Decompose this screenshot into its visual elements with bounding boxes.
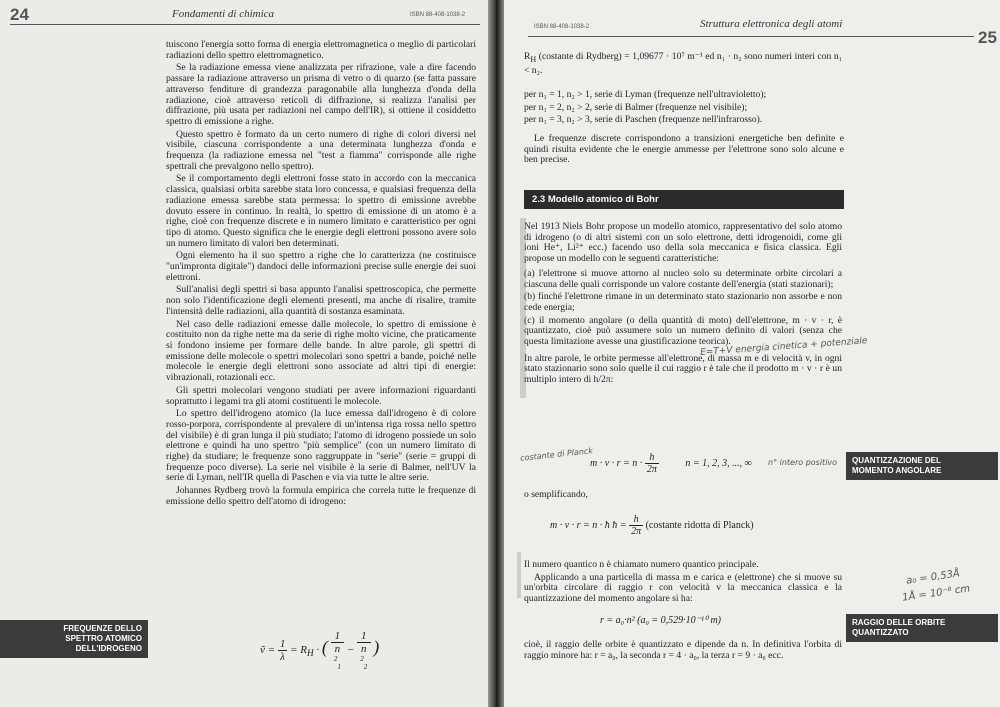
- margin-bracket: [517, 552, 521, 598]
- page-number-right: 25: [978, 28, 997, 47]
- header-rule-left: [10, 24, 480, 25]
- formula-mid: = R: [290, 643, 307, 656]
- frac-den: 2π: [631, 526, 642, 537]
- sidebar-line: QUANTIZZATO: [852, 628, 909, 637]
- paragraph: Johannes Rydberg trovò la formula empirica che correla tutte le frequenze di emissione dello spettro dell'atomo di idrogeno:: [166, 485, 476, 507]
- sidebar-line: RAGGIO DELLE ORBITE: [852, 618, 946, 627]
- paragraph: tuiscono l'energia sotto forma di energia elettromagnetica o meglio di particolari radiazioni dello spettro elettromagnetico.: [166, 39, 476, 61]
- formula-paren: ): [373, 636, 380, 657]
- series-list: [524, 90, 844, 128]
- paragraph: Se la radiazione emessa viene analizzata per rifrazione, vale a dire facendo passare la radiazione attraverso un prisma di vetro o di quarzo (se fatta passare attraverso fenditure di grandezza paragonabile alla lunghezza d'onda della radiazione, cioè attraverso reticoli di diffrazione, si realizza l'analisi per diffrazione, più usata per radiazioni nel campo dell'IR), si ottiene il cosiddetto spettro di emissione a righe.: [166, 62, 476, 127]
- sidebar-line: MOMENTO ANGOLARE: [852, 466, 942, 475]
- left-page: [0, 0, 488, 707]
- section-title: 2.3 Modello atomico di Bohr: [524, 190, 844, 209]
- sidebar-frequenze: [0, 620, 148, 658]
- quantum-text: [524, 560, 842, 607]
- sidebar-line: DELL'IDROGENO: [75, 644, 142, 653]
- eq-rhs: (costante ridotta di Planck): [645, 519, 754, 531]
- isbn-left: ISBN 88-408-1038-2: [410, 12, 466, 18]
- highlighter-mark: [520, 218, 526, 398]
- formula-dot: ·: [316, 643, 320, 656]
- formula-sub: H: [306, 648, 314, 659]
- rydberg-text: (costante di Rydberg) = 1,09677 · 10⁷ m⁻¹ ed n₁ · n₂ sono numeri interi con n₁ < n₂.: [524, 51, 842, 76]
- rydberg-formula: [260, 630, 379, 671]
- series-line: per n₁ = 3, n₂ > 3, serie di Paschen (frequenze nell'infrarosso).: [524, 114, 763, 126]
- formula-lhs: ṽ =: [260, 643, 276, 656]
- book-spine: [488, 0, 504, 707]
- radius-formula: r = a₀·n² (a₀ = 0,529·10⁻¹⁰ m): [600, 615, 722, 626]
- rydberg-symbol: R: [524, 51, 531, 62]
- sidebar-line: QUANTIZZAZIONE DEL: [852, 456, 941, 465]
- simplifying-text: [524, 490, 724, 503]
- eq-lhs: m · v · r = n ·: [590, 457, 643, 469]
- frac-sup: 2: [360, 655, 364, 663]
- sidebar-raggio: [846, 614, 998, 642]
- frac-num: 1: [357, 630, 371, 643]
- paragraph: Ogni elemento ha il suo spettro a righe che lo caratterizza (ne costituisce "un'impronta digitale") dandoci delle informazioni precise sulle energie dei suoi elettroni.: [166, 250, 476, 283]
- sidebar-line: SPETTRO ATOMICO: [65, 634, 142, 643]
- paragraph: Lo spettro dell'idrogeno atomico (la luce emessa dall'idrogeno è di colore rosso-porpora, corrispondente al prevalere di un'intensa riga rossa nello spettro del visibile) è di gran lunga il più studiato; l'atomo di idrogeno possiede un solo elettrone e quindi ha uno spettro "più semplice" (con un numero limitato di righe) da studiare; le frequenze sono raggruppate in "serie" (serie = gruppi di frequenze poco diverse). La serie nel visibile è la serie di Balmer, nell'UV la serie di Lyman, nell'IR quella di Paschen e via via tutte le altre serie.: [166, 408, 476, 484]
- equation-angular-momentum: [590, 452, 752, 475]
- paragraph: Sull'analisi degli spettri si basa appunto l'analisi spettroscopica, che permette non solo l'identificazione degli elementi presenti, ma anche di risalire, tramite l'intensità delle radiazioni, alla quantità di sostanza esaminata.: [166, 284, 476, 317]
- paragraph: Nel caso delle radiazioni emesse dalle molecole, lo spettro di emissione è costituito non da righe nette ma da serie di righe molto vicine, che praticamente si fondono insieme per formare delle bande. In altre parole, gli spettri di emissione delle molecole o spettri molecolari sono spettri a bande, poiché nelle molecole le energie degli elettroni sono associate ad altri tipi di energie: vibrazionali, rotazionali ecc.: [166, 318, 476, 384]
- rydberg-sub: H: [530, 54, 537, 64]
- frac-den: n: [361, 643, 367, 655]
- page-number-left: 24: [10, 5, 29, 24]
- paragraph: Questo spettro è formato da un certo numero di righe di colori diversi nel visibile, ciascuna corrispondente a una determinata lunghezza d'onda e frequenza (la radiazione emessa nel "test a fiamma" corrisponde alle righe spettrali che prevalgono nello spettro).: [166, 128, 476, 172]
- frac-den: λ: [280, 650, 285, 663]
- frac-den: n: [334, 643, 341, 655]
- rydberg-definition: [524, 52, 842, 78]
- series-line: per n₁ = 2, n₂ > 2, serie di Balmer (frequenze nel visibile);: [524, 101, 748, 113]
- frac-num: 1: [331, 630, 345, 643]
- frac-num: h: [629, 514, 643, 526]
- header-rule-right: [528, 36, 974, 37]
- eq-rhs: n = 1, 2, 3, ..., ∞: [685, 457, 752, 469]
- paragraph: Se il comportamento degli elettroni fosse stato in accordo con la meccanica classica, qualsiasi orbita sarebbe stata loro concessa, e qualsiasi frequenza della radiazione emessa sarebbe stata permessa: lo spettro di emissione avrebbe dovuto essere in continuo. In realtà, lo spettro di emissione di un atomo è a righe, cioè con frequenze discrete e in numero limitato e caratteristico per ogni tipo di atomo. Questo significa che le energie degli elettroni possono avere solo un numero limitato di valori ben determinati.: [166, 173, 476, 249]
- final-text: [524, 640, 842, 663]
- bohr-point: (c) il momento angolare (o della quantità di moto) dell'elettrone, m · v · r, è quantizzato, cioè può assumere solo un numero definito di valori (senza che questa limitazione avesse una giustificazione teorica).: [524, 314, 842, 348]
- bohr-point: (a) l'elettrone si muove attorno al nucleo solo su determinate orbite circolari a ciascuna delle quali corrisponde un valore costante dell'energia (stati stazionari);: [524, 267, 842, 290]
- frac-num: h: [645, 452, 659, 464]
- paragraph: Nel 1913 Niels Bohr propose un modello atomico, rappresentativo del solo atomo di idrogeno (o di altri sistemi con un solo elettrone, detti idrogenoidi, come gli ioni He⁺, Li²⁺ ecc.) facendo uso della sola meccanica e fisica classica. Egli propose un modello con le seguenti caratteristiche:: [524, 221, 842, 265]
- frac-num: 1: [279, 637, 286, 650]
- sidebar-line: FREQUENZE DELLO: [63, 624, 142, 633]
- paragraph: Gli spettri molecolari vengono studiati per avere informazioni riguardanti soprattutto i legami tra gli atomi costituenti le molecole.: [166, 384, 476, 407]
- series-line: per n₁ = 1, n₂ > 1, serie di Lyman (frequenze nell'ultravioletto);: [524, 89, 767, 100]
- isbn-right: ISBN 88-408-1038-2: [534, 24, 590, 30]
- handwritten-note: costante di Planck: [519, 446, 594, 463]
- frac-den: 2π: [646, 464, 657, 475]
- discrete-paragraph: [524, 134, 844, 168]
- running-head-right: Struttura elettronica degli atomi: [700, 18, 843, 30]
- handwritten-note: a₀ = 0,53Å: [905, 568, 961, 587]
- equation-hbar: [550, 514, 754, 537]
- frac-sup: 2: [333, 655, 338, 663]
- eq-lhs: m · v · r = n · ħ ħ =: [550, 519, 627, 531]
- bohr-text: [524, 222, 842, 388]
- frac-sub: 1: [337, 662, 341, 671]
- sidebar-quantizzazione: [846, 452, 998, 480]
- handwritten-note: 1Å = 10⁻⁸ cm: [901, 583, 971, 604]
- left-body-text: [166, 40, 476, 510]
- running-head-left: Fondamenti di chimica: [172, 8, 275, 20]
- handwritten-note: E=T+V energia cinetica + potenziale: [699, 336, 868, 358]
- bohr-point: (b) finché l'elettrone rimane in un determinato stato stazionario non assorbe e non cede energia;: [524, 291, 842, 313]
- paragraph: Le frequenze discrete corrispondono a transizioni energetiche ben definite e quindi risulta evidente che le energie ammesse per l'elettrone sono solo alcune e ben precise.: [524, 133, 844, 166]
- paragraph: Il numero quantico n è chiamato numero quantico principale.: [524, 559, 759, 570]
- frac-sub: 2: [363, 662, 368, 671]
- formula-minus: −: [346, 643, 355, 656]
- paragraph: In altre parole, le orbite permesse all'elettrone, di massa m e di velocità v, in ogni stato stazionario sono solo quelle il cui raggio r è tale che il prodotto m · v · r è un multiplo intero di h/2π:: [524, 352, 842, 386]
- paragraph: cioè, il raggio delle orbite è quantizzato e dipende da n. In definitiva l'orbita di raggio minore ha: r = a₀, la seconda r = 4 · a₀, la terza r = 9 · a₀ ecc.: [524, 639, 842, 661]
- paragraph: Applicando a una particella di massa m e carica e (elettrone) che si muove su un'orbita circolare di raggio r con velocità v la meccanica classica e la quantizzazione del momento angolare si ha:: [524, 571, 842, 605]
- paragraph: o semplificando,: [524, 489, 588, 500]
- formula-paren: (: [321, 636, 328, 657]
- handwritten-note: n° intero positivo: [768, 458, 838, 467]
